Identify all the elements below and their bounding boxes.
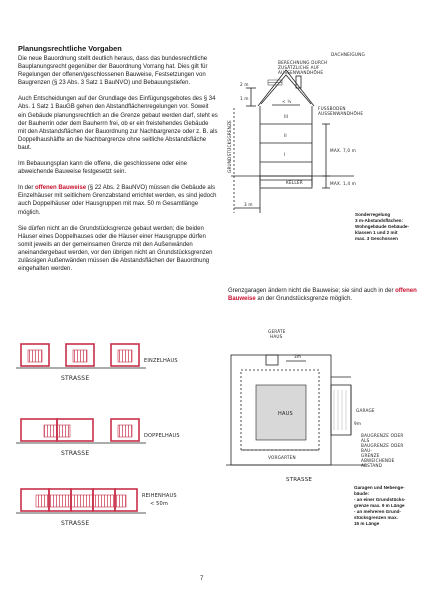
geraete-haus-label: HAUS [270, 334, 283, 339]
garage-label: GARAGE [356, 408, 375, 413]
geraete-label: GERÄTE [268, 329, 286, 334]
paragraph-1: Die neue Bauordnung stellt deutlich heraus, dass das bundesrechtliche Bauplanungsrecht gegenüber der Bauordnung Vorrang hat. Dies gilt für Regelungen der offenen/geschlossenen Bauweise, Festsetzungen von Baugrenzen (§ 23 Abs. 3 Satz 1 BauNVO) und Bebauungstiefen. [18, 56, 208, 87]
floor-1-label: I [284, 152, 286, 157]
baugrenze-annotation [361, 433, 403, 468]
paragraph-garage [228, 287, 418, 303]
strasse-label-plan: STRASSE [286, 477, 313, 483]
page-number: 7 [200, 576, 204, 582]
strasse-label-1: STRASSE [61, 375, 90, 382]
caption-1-line-3: klassen 1 und 2 mit [355, 230, 398, 235]
svg-text:ABSTAND: ABSTAND [361, 463, 383, 468]
fussboden-label-1: FUSSBODEN [318, 106, 346, 111]
garage-plan-figure [226, 325, 426, 490]
caption-1-title: Sonderregelung [355, 212, 391, 217]
caption-2-line-7: 15 m Länge [354, 521, 380, 526]
svg-text:AUSSENWANDHÖHE: AUSSENWANDHÖHE [278, 70, 324, 75]
dachneigung-label: DACHNEIGUNG [331, 52, 365, 57]
caption-sonderregelung [355, 212, 425, 242]
svg-text:BERECHNUNG DURCH: BERECHNUNG DURCH [278, 60, 328, 65]
fussboden-label-2: AUSSENWANDHÖHE [318, 111, 364, 116]
svg-text:GRENZE: GRENZE [361, 453, 380, 458]
svg-text:ALS: ALS [361, 438, 370, 443]
svg-text:ABWEICHENDE: ABWEICHENDE [361, 458, 395, 463]
caption-2-line-2: bäude: [354, 491, 370, 496]
svg-text:BAU-: BAU- [361, 448, 373, 453]
abstand-note [278, 60, 327, 75]
reihenhaus-length-label: < 50m [150, 501, 169, 507]
caption-2-line-6: stücksgrenzen max. [354, 515, 398, 520]
paragraph-2: Auch Entscheidungen auf der Grundlage des Einfügungsgebotes des § 34 Abs. 1 Satz 1 BauGB gehen den Abstandflächenregelungen vor. Soweit ein Gebäude planungsrechtlich an die Grenze gebaut werden darf, steht es der Bauherrin oder dem Bauherrn frei, ob er ein freistehendes Gebäude mit den Abstandsflächen der Bauordnung zur Nachbargrenze oder z. B. als Doppelhaushälfte an die Nachbargrenze ohne seitliche Abstandsfläche baut. [18, 96, 218, 151]
paragraph-3: Im Bebauungsplan kann die offene, die geschlossene oder eine abweichende Bauweise festgesetzt sein. [18, 161, 188, 176]
haus-label: HAUS [278, 411, 293, 417]
caption-garagen [354, 485, 426, 527]
caption-2-line-4: grenze max. 9 m Länge [354, 503, 405, 508]
text-column [18, 44, 218, 281]
svg-text:ZUSÄTZLICHE AUF: ZUSÄTZLICHE AUF [278, 65, 320, 70]
svg-text:BAUGRENZE ODER: BAUGRENZE ODER [361, 443, 404, 448]
einzelhaus-diagram [16, 344, 178, 382]
vorgarten-label: VORGARTEN [268, 455, 296, 460]
dim-2m-label: 2 m [240, 82, 249, 87]
caption-2-line-5: - an mehreren Grund- [354, 509, 401, 514]
paragraph-4-start: In der [18, 185, 36, 192]
strasse-label-3: STRASSE [61, 520, 90, 527]
doppelhaus-diagram [16, 419, 180, 457]
house-section-figure [226, 48, 416, 223]
caption-1-line-2: Wohngebäude Gebäude- [355, 224, 410, 229]
svg-text:BAUGRENZE ODER: BAUGRENZE ODER [361, 433, 404, 438]
floor-2-label: II [284, 133, 287, 138]
grundstuecksgrenze-label: GRUNDSTÜCKSGRENZE [227, 119, 232, 173]
section-title: Planungsrechtliche Vorgaben [18, 44, 122, 53]
einzelhaus-label: EINZELHAUS [144, 358, 178, 364]
reihenhaus-diagram [16, 489, 177, 527]
max-height-label: MAX. 7,0 m [330, 148, 357, 153]
house-types-figure [16, 340, 206, 580]
paragraph-garage-start: Grenzgaragen ändern nicht die Bauweise; sie sind auch in der [228, 288, 396, 294]
caption-2-line-1: Garagen und Nebenge- [354, 485, 405, 490]
paragraph-garage-end: an der Grundstücksgrenze möglich. [255, 296, 353, 303]
dim-1m-label: 1 m [240, 96, 249, 101]
paragraph-4-end: (§ 22 Abs. 2 BauNVO) müssen die Gebäude als Einzelhäuser mit seitlichem Grenzabstand errichtet werden, es sind jedoch auch Doppelhäuser oder Hausgruppen mit max. 50 m Gesamtlänge möglich. [18, 185, 217, 216]
paragraph-4-highlight: offenen Bauweise [35, 185, 87, 192]
paragraph-garage-highlight: offenen Bauweise [228, 288, 417, 303]
paragraph-5: Sie dürfen nicht an die Grundstücksgrenze gebaut werden; die beiden Häuser eines Doppelhauses oder die Häuser einer Hausgruppe dürfen somit jeweils an der gemeinsamen Grenze mit den Außenwänden aneinandergebaut werden, vor den übrigen nicht an Grundstücksgrenzen zulässigen Außenwänden müssen die Abstandsflächen der Bauordnung eingehalten werden. [18, 225, 213, 273]
doppelhaus-label: DOPPELHAUS [144, 433, 180, 439]
floor-3-label: III [284, 114, 289, 119]
caption-2-line-3: - an einer Grundstücks- [354, 497, 406, 502]
dim-3m-label: 3 m [244, 202, 253, 207]
max-keller-label: MAX. 1,4 m [330, 181, 357, 186]
paragraph-4 [18, 184, 218, 216]
dim-3m-plan: 3m [294, 354, 302, 359]
caption-1-line-1: 3 m-Abstandsflächen: [355, 218, 403, 223]
dim-9m-plan: 9m [354, 421, 362, 426]
keller-label: KELLER [286, 180, 303, 185]
caption-1-line-4: max. 3 Geschossen [355, 236, 398, 241]
dim-half-label: < ½ [282, 99, 292, 104]
reihenhaus-label: REIHENHAUS [142, 493, 177, 499]
strasse-label-2: STRASSE [61, 450, 90, 457]
